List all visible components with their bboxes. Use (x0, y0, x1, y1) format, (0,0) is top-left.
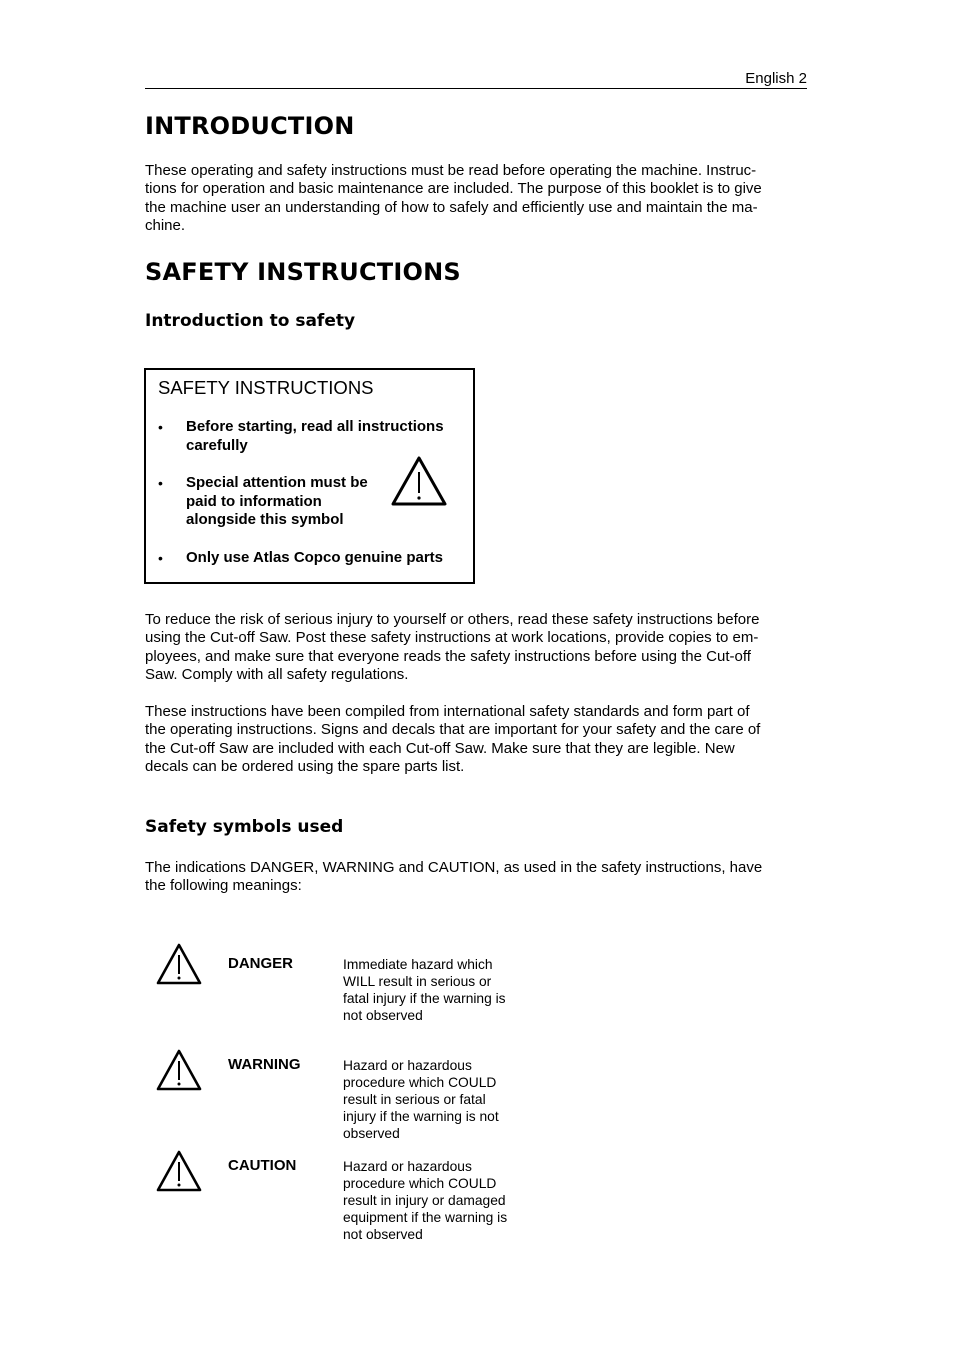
text-line: injury if the warning is not (343, 1109, 499, 1124)
danger-label: DANGER (228, 955, 294, 972)
warning-label: WARNING (228, 1056, 301, 1073)
safety-symbols-heading: Safety symbols used (145, 817, 344, 837)
text-line: Immediate hazard which (343, 957, 493, 972)
box-item-special-attention (186, 474, 368, 530)
text-line: not observed (343, 1227, 423, 1242)
introduction-paragraph (145, 162, 807, 236)
text-line: These instructions have been compiled from international safety standards and form part of (145, 703, 750, 720)
text-line: Before starting, read all instructions (186, 418, 444, 435)
safety-instructions-box (144, 368, 475, 584)
text-line: procedure which COULD (343, 1075, 497, 1090)
bullet: • (158, 475, 163, 491)
safety-instructions-heading: SAFETY INSTRUCTIONS (145, 258, 461, 286)
text-line: observed (343, 1126, 400, 1141)
text-line: Saw. Comply with all safety regulations. (145, 666, 409, 684)
warning-triangle-icon (390, 455, 448, 507)
text-line: paid to information (186, 492, 322, 510)
text-line: tions for operation and basic maintenance are included. The purpose of this booklet is to give (145, 180, 762, 198)
safety-paragraph-2 (145, 703, 807, 777)
text-line: the Cut-off Saw are included with each Cut-off Saw. Make sure that they are legible. New (145, 739, 735, 757)
text-line: ployees, and make sure that everyone reads the safety instructions before using the Cut-off (145, 647, 751, 665)
introduction-heading: INTRODUCTION (145, 112, 355, 140)
text-line: alongside this symbol (186, 511, 344, 528)
text-line: result in injury or damaged (343, 1193, 506, 1208)
box-item-read-instructions (186, 418, 444, 455)
warning-triangle-icon (155, 1048, 203, 1092)
text-line: Special attention must be (186, 474, 368, 491)
text-line: the operating instructions. Signs and decals that are important for your safety and the care of (145, 721, 761, 739)
text-line: carefully (186, 436, 248, 454)
text-line: Only use Atlas Copco genuine parts (186, 549, 443, 566)
page-header (145, 70, 807, 89)
caution-description (343, 1158, 523, 1243)
box-title: SAFETY INSTRUCTIONS (158, 377, 374, 398)
page-number: English 2 (745, 70, 807, 87)
text-line: not observed (343, 1008, 423, 1023)
box-item-genuine-parts (186, 549, 443, 568)
text-line: fatal injury if the warning is (343, 991, 506, 1006)
caution-triangle-icon (155, 1149, 203, 1193)
text-line: These operating and safety instructions must be read before operating the machine. Instruc- (145, 162, 757, 179)
text-line: WILL result in serious or (343, 974, 492, 989)
warning-description (343, 1057, 523, 1142)
text-line: chine. (145, 217, 186, 235)
text-line: the following meanings: (145, 877, 302, 895)
text-line: To reduce the risk of serious injury to yourself or others, read these safety instructions before (145, 611, 760, 628)
text-line: procedure which COULD (343, 1176, 497, 1191)
text-line: The indications DANGER, WARNING and CAUTION, as used in the safety instructions, have (145, 859, 763, 876)
text-line: Hazard or hazardous (343, 1159, 472, 1174)
symbols-intro-paragraph (145, 859, 807, 896)
text-line: equipment if the warning is (343, 1210, 508, 1225)
text-line: result in serious or fatal (343, 1092, 486, 1107)
safety-paragraph-1 (145, 611, 807, 685)
bullet: • (158, 550, 163, 566)
bullet: • (158, 419, 163, 435)
text-line: the machine user an understanding of how to safely and efficiently use and maintain the ma- (145, 198, 758, 216)
text-line: Hazard or hazardous (343, 1058, 472, 1073)
caution-label: CAUTION (228, 1157, 297, 1174)
text-line: decals can be ordered using the spare parts list. (145, 758, 465, 776)
introduction-to-safety-heading: Introduction to safety (145, 311, 356, 331)
danger-description (343, 956, 523, 1024)
danger-triangle-icon (155, 942, 203, 986)
text-line: using the Cut-off Saw. Post these safety instructions at work locations, provide copies to em- (145, 629, 759, 647)
